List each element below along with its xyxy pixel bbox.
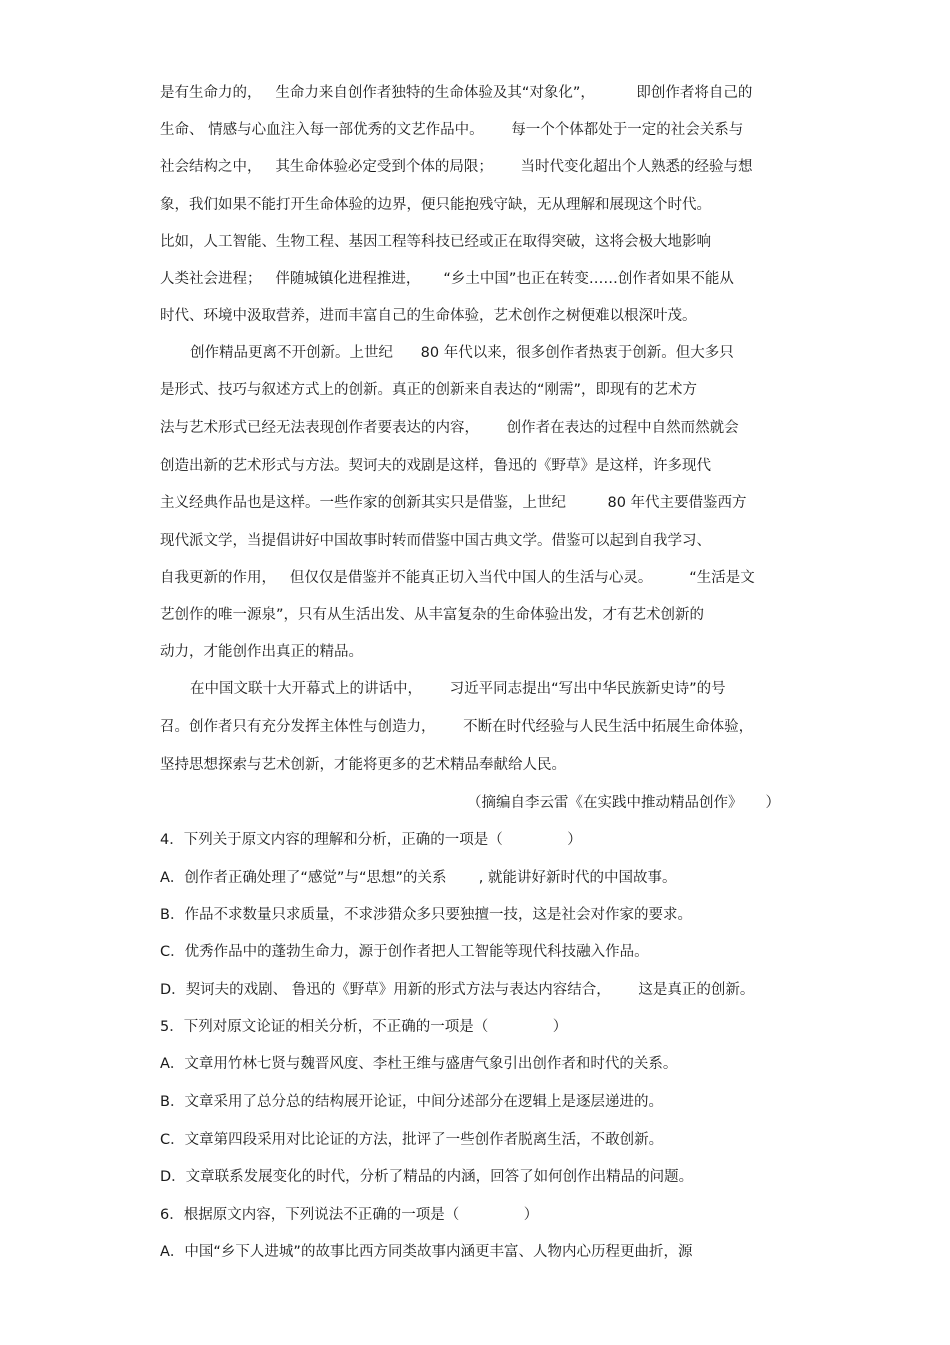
question-option: A．中国“乡下人进城”的故事比西方同类故事内涵更丰富、人物内心历程更曲折，源 xyxy=(160,1244,693,1260)
passage-line: 召。创作者只有充分发挥主体性与创造力， 不断在时代经验与人民生活中拓展生命体验， xyxy=(160,719,754,735)
passage-line: 动力，才能创作出真正的精品。 xyxy=(160,644,363,660)
passage-line: 在中国文联十大开幕式上的讲话中， 习近平同志提出“写出中华民族新史诗”的号 xyxy=(190,681,726,697)
question-option: B．作品不求数量只求质量，不求涉猎众多只要独擅一技，这是社会对作家的要求。 xyxy=(160,907,692,923)
passage-line: 社会结构之中， 其生命体验必定受到个体的局限； 当时代变化超出个人熟悉的经验与想 xyxy=(160,159,753,175)
passage-line: 现代派文学，当提倡讲好中国故事时转而借鉴中国古典文学。借鉴可以起到自我学习、 xyxy=(160,533,711,549)
passage-line: 主义经典作品也是这样。一些作家的创新其实只是借鉴，上世纪 80 年代主要借鉴西方 xyxy=(160,495,747,511)
question-stem: 6．根据原文内容，下列说法不正确的一项是（ ） xyxy=(160,1207,539,1223)
passage-line: 自我更新的作用， 但仅仅是借鉴并不能真正切入当代中国人的生活与心灵。 “生活是文 xyxy=(160,570,755,586)
passage-line: 是形式、技巧与叙述方式上的创新。真正的创新来自表达的“刚需”，即现有的艺术方 xyxy=(160,382,698,398)
passage-line: 创造出新的艺术形式与方法。契诃夫的戏剧是这样，鲁迅的《野草》是这样，许多现代 xyxy=(160,458,711,474)
passage-line: 坚持思想探索与艺术创新，才能将更多的艺术精品奉献给人民。 xyxy=(160,757,566,773)
passage-line: 艺创作的唯一源泉”，只有从生活出发、从丰富复杂的生命体验出发，才有艺术创新的 xyxy=(160,607,705,623)
source-citation: （摘编自李云雷《在实践中推动精品创作》 ） xyxy=(466,795,780,811)
question-stem: 4．下列关于原文内容的理解和分析，正确的一项是（ ） xyxy=(160,832,582,848)
question-option: C．文章第四段采用对比论证的方法，批评了一些创作者脱离生活，不敢创新。 xyxy=(160,1132,664,1148)
question-option: A．创作者正确处理了“感觉”与“思想”的关系 , 就能讲好新时代的中国故事。 xyxy=(160,870,677,886)
passage-line: 是有生命力的， 生命力来自创作者独特的生命体验及其“对象化”， 即创作者将自己的 xyxy=(160,85,753,101)
question-option: D．契诃夫的戏剧、 鲁迅的《野草》用新的形式方法与表达内容结合， 这是真正的创新。 xyxy=(160,982,755,998)
question-option: D．文章联系发展变化的时代，分析了精品的内涵，回答了如何创作出精品的问题。 xyxy=(160,1169,694,1185)
passage-line: 法与艺术形式已经无法表现创作者要表达的内容， 创作者在表达的过程中自然而然就会 xyxy=(160,420,739,436)
passage-line: 象，我们如果不能打开生命体验的边界，便只能抱残守缺，无从理解和展现这个时代。 xyxy=(160,197,711,213)
question-option: B．文章采用了总分总的结构展开论证，中间分述部分在逻辑上是逐层递进的。 xyxy=(160,1094,663,1110)
passage-line: 人类社会进程； 伴随城镇化进程推进， “乡土中国”也正在转变……创作者如果不能从 xyxy=(160,271,734,287)
passage-line: 生命、 情感与心血注入每一部优秀的文艺作品中。 每一个个体都处于一定的社会关系与 xyxy=(160,122,744,138)
question-stem: 5．下列对原文论证的相关分析，不正确的一项是（ ） xyxy=(160,1019,568,1035)
question-option: A．文章用竹林七贤与魏晋风度、李杜王维与盛唐气象引出创作者和时代的关系。 xyxy=(160,1056,678,1072)
passage-line: 比如，人工智能、生物工程、基因工程等科技已经或正在取得突破，这将会极大地影响 xyxy=(160,234,711,250)
question-option: C．优秀作品中的蓬勃生命力，源于创作者把人工智能等现代科技融入作品。 xyxy=(160,944,649,960)
passage-line: 时代、环境中汲取营养，进而丰富自己的生命体验，艺术创作之树便难以根深叶茂。 xyxy=(160,308,697,324)
passage-line: 创作精品更离不开创新。上世纪 80 年代以来，很多创作者热衷于创新。但大多只 xyxy=(190,345,734,361)
